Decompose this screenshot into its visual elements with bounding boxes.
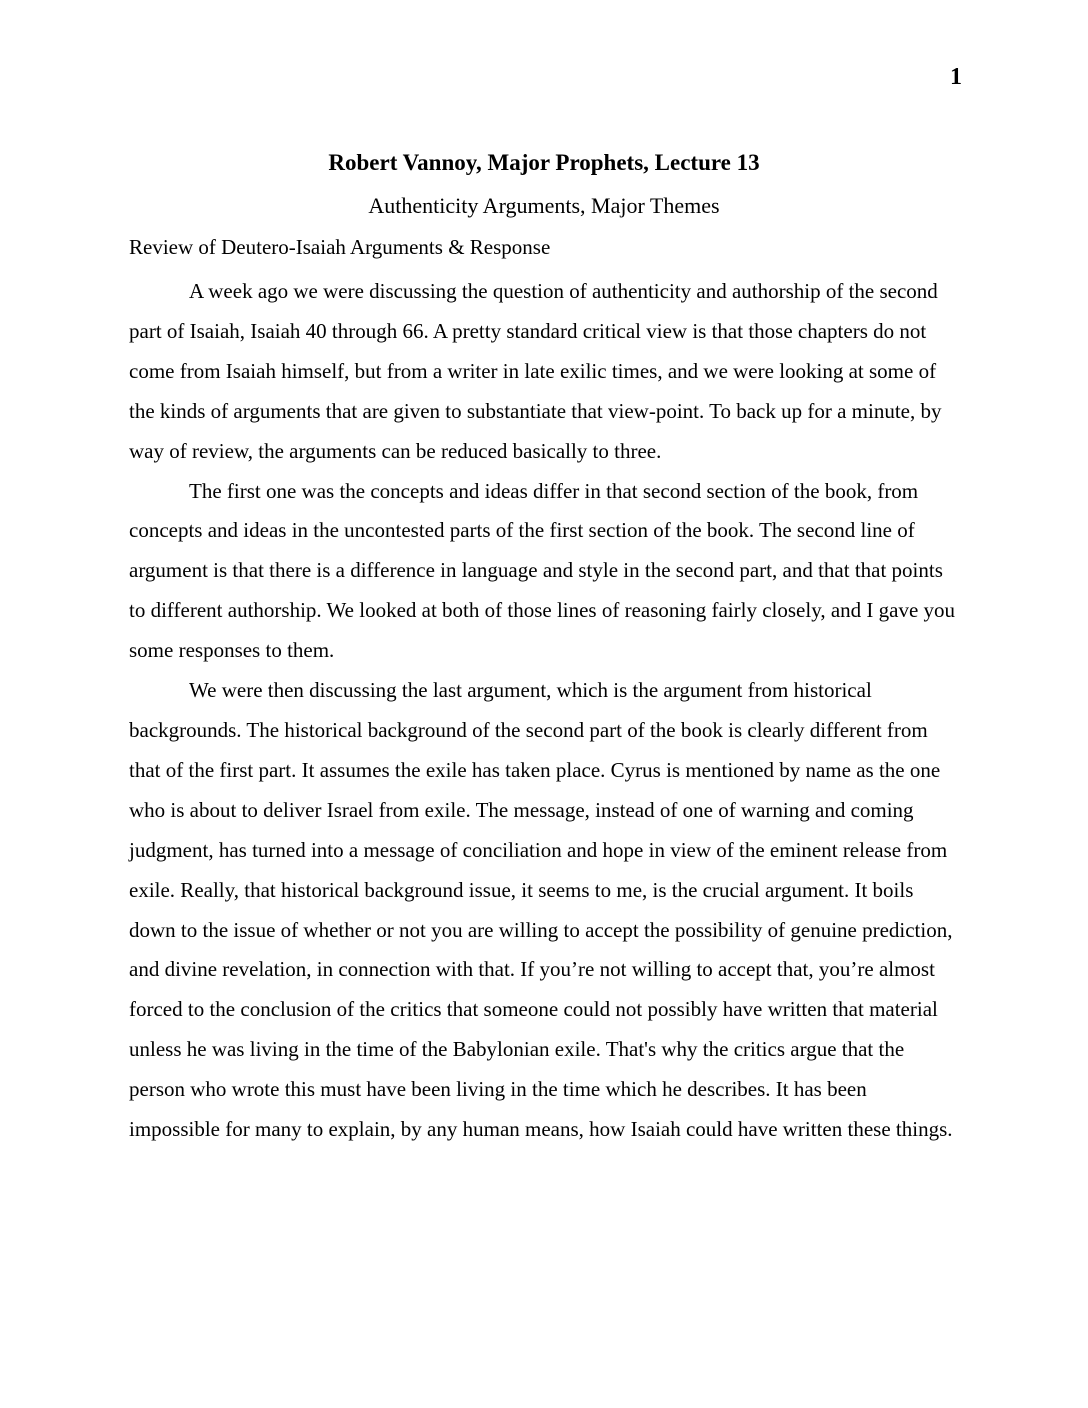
paragraph: A week ago we were discussing the question of authenticity and authorship of the second part of Isaiah, Isaiah 40 through 66. A pretty standard critical view is that those chapters do not come from Isaiah himself, but from a writer in late exilic times, and we were looking at some of the kinds of arguments that are given to substantiate that view-point. To back up for a minute, by way of review, the arguments can be reduced basically to three.: [129, 279, 942, 463]
lecture-subtitle: Authenticity Arguments, Major Themes: [368, 193, 720, 218]
paragraph: The first one was the concepts and ideas differ in that second section of the book, from concepts and ideas in the uncontested parts of the first section of the book. The second line of argument is that there is a difference in language and style in the second part, and that that points to different authorship. We looked at both of those lines of reasoning fairly closely, and I gave you some responses to them.: [129, 478, 956, 663]
body-text: [129, 272, 959, 1150]
lecture-title: Robert Vannoy, Major Prophets, Lecture 13: [328, 150, 760, 175]
page-number: 1: [950, 64, 962, 90]
section-heading: Review of Deutero-Isaiah Arguments & Response: [129, 235, 551, 259]
paragraph: We were then discussing the last argument, which is the argument from historical backgrounds. The historical background of the second part of the book is clearly different from that of the first part. It assumes the exile has taken place. Cyrus is mentioned by name as the one who is about to deliver Israel from exile. The message, instead of one of warning and coming judgment, has turned into a message of conciliation and hope in view of the eminent release from exile. Really, that historical background issue, it seems to me, is the crucial argument. It boils down to the issue of whether or not you are willing to accept the possibility of genuine prediction, and divine revelation, in connection with that. If you’re not willing to accept that, you’re almost forced to the conclusion of the critics that someone could not possibly have written that material unless he was living in the time of the Babylonian exile. That's why the critics argue that the person who wrote this must have been living in the time which he describes. It has been impossible for many to explain, by any human means, how Isaiah could have written these things.: [129, 678, 953, 1142]
